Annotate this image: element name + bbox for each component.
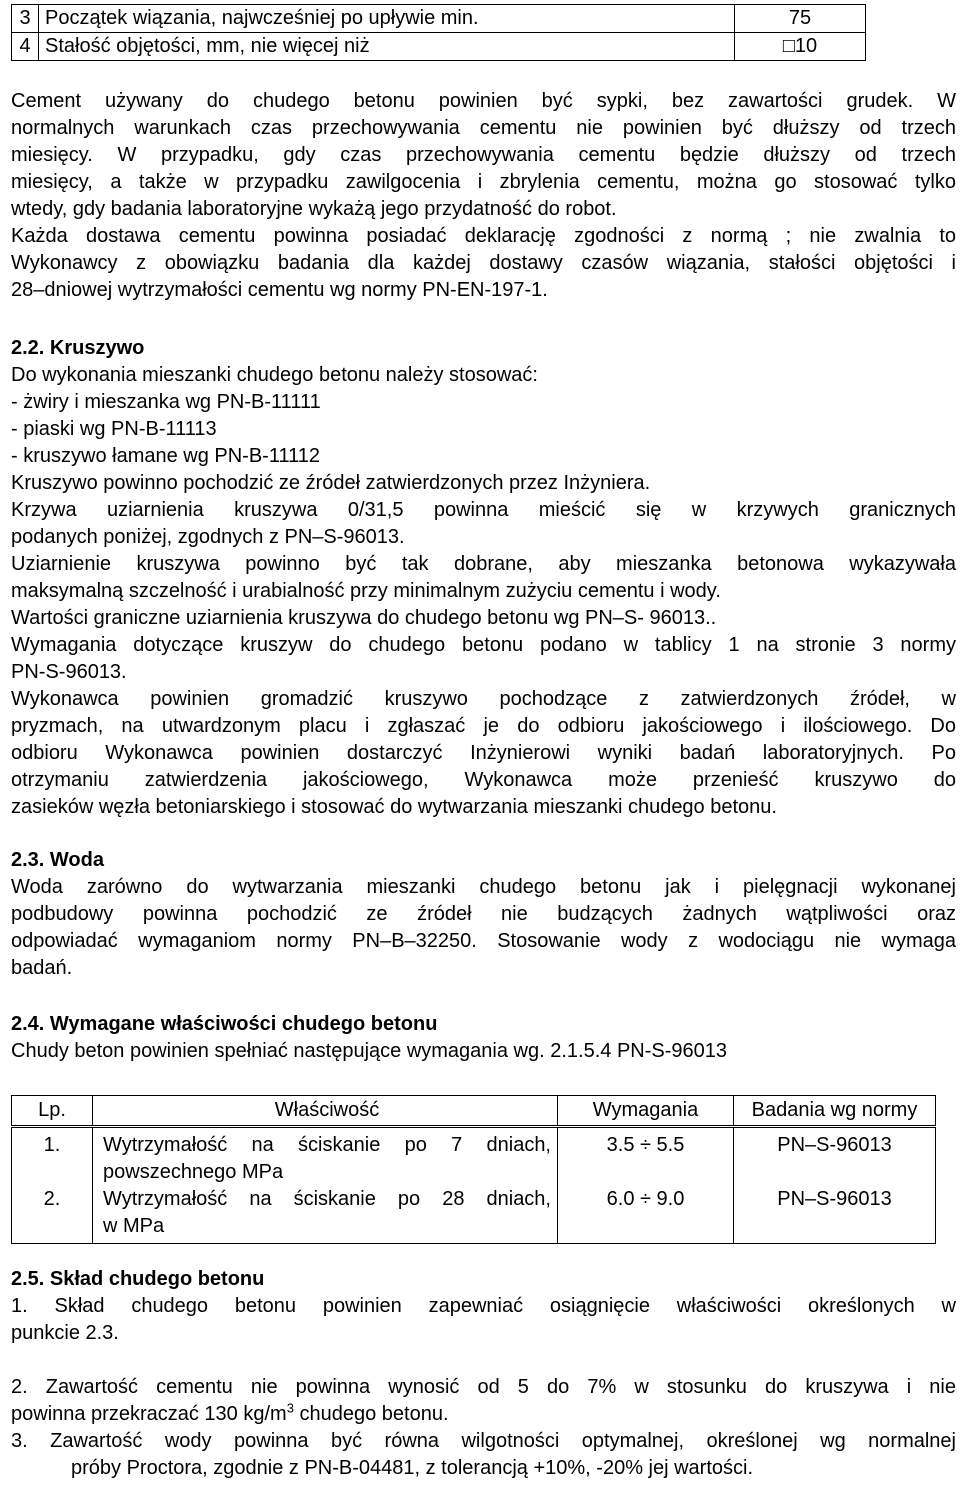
row-property-line: powszechnego MPa: [103, 1161, 284, 1183]
cement-para-line: Każda dostawa cementu powinna posiadać deklarację zgodności z normą ; nie zwalnia to: [11, 225, 956, 247]
table-row: [12, 33, 866, 61]
cement-para-line: 28–dniowej wytrzymałości cementu wg normy PN-EN-197-1.: [11, 279, 548, 301]
section-heading-woda: 2.3. Woda: [11, 849, 104, 871]
cement-para-line: normalnych warunkach czas przechowywania cementu nie powinien być dłuższy od trzech: [11, 117, 956, 139]
kruszywo-line: Uziarnienie kruszywa powinno być tak dobrane, aby mieszanka betonowa wykazywała: [11, 553, 956, 575]
sklad-line: punkcie 2.3.: [11, 1322, 119, 1344]
section-heading-wlasciwosci: 2.4. Wymagane właściwości chudego betonu: [11, 1013, 438, 1035]
col-header: Wymagania: [558, 1096, 734, 1127]
table-row: [12, 1132, 936, 1186]
kruszywo-line: Kruszywo powinno pochodzić ze źródeł zatwierdzonych przez Inżyniera.: [11, 472, 651, 494]
kruszywo-line: pryzmach, na utwardzonym placu i zgłaszać je do odbioru jakościowego i ilościowego. Do: [11, 715, 956, 737]
kruszywo-line: Wymagania dotyczące kruszyw do chudego betonu podano w tablicy 1 na stronie 3 normy: [11, 634, 956, 656]
row-value: □10: [735, 33, 866, 61]
sklad-line: 2. Zawartość cementu nie powinna wynosić od 5 do 7% w stosunku do kruszywa i nie: [11, 1376, 956, 1398]
cement-para-line: wtedy, gdy badania laboratoryjne wykażą jego przydatność do robot.: [11, 198, 617, 220]
sklad-line: [11, 1401, 449, 1428]
kruszywo-line: PN-S-96013.: [11, 661, 127, 683]
row-number: 3: [12, 5, 39, 33]
kruszywo-line: otrzymaniu zatwierdzenia jakościowego, Wykonawca może przenieść kruszywo do: [11, 769, 956, 791]
wlasciwosci-intro: Chudy beton powinien spełniać następujące wymagania wg. 2.1.5.4 PN-S-96013: [11, 1040, 728, 1062]
superscript: 3: [286, 1400, 294, 1416]
row-property-line: Wytrzymałość na ściskanie po 7 dniach,: [103, 1134, 551, 1156]
woda-line: odpowiadać wymaganiom normy PN–B–32250. Stosowanie wody z wodociągu nie wymaga: [11, 930, 956, 952]
row-property: [93, 1132, 558, 1186]
row-norm: PN–S-96013: [734, 1186, 936, 1244]
sklad-text: powinna przekraczać 130 kg/m: [11, 1403, 287, 1425]
col-header: Lp.: [12, 1096, 93, 1127]
row-property-line: w MPa: [103, 1215, 165, 1237]
table-header-row: [12, 1096, 936, 1127]
row-lp: 2.: [12, 1186, 93, 1244]
sklad-line: 1. Skład chudego betonu powinien zapewniać osiągnięcie właściwości określonych w: [11, 1295, 956, 1317]
kruszywo-line: odbioru Wykonawca powinien dostarczyć Inżynierowi wyniki badań laboratoryjnych. Po: [11, 742, 956, 764]
row-property: [93, 1186, 558, 1244]
woda-line: badań.: [11, 957, 73, 979]
row-requirement: 3.5 ÷ 5.5: [558, 1132, 734, 1186]
row-property-line: Wytrzymałość na ściskanie po 28 dniach,: [103, 1188, 551, 1210]
row-label: Stałość objętości, mm, nie więcej niż: [39, 33, 735, 61]
top-table: [11, 4, 866, 61]
kruszywo-line: Wykonawca powinien gromadzić kruszywo pochodzące z zatwierdzonych źródeł, w: [11, 688, 956, 710]
sklad-line: 3. Zawartość wody powinna być równa wilgotności optymalnej, określonej wg normalnej: [11, 1430, 956, 1452]
cement-para-line: miesięcy. W przypadku, gdy czas przechowywania cementu będzie dłuższy od trzech: [11, 144, 956, 166]
row-requirement: 6.0 ÷ 9.0: [558, 1186, 734, 1244]
kruszywo-line: zasieków węzła betoniarskiego i stosować do wytwarzania mieszanki chudego betonu.: [11, 796, 777, 818]
cement-para-line: Cement używany do chudego betonu powinien być sypki, bez zawartości grudek. W: [11, 90, 956, 112]
kruszywo-line: - żwiry i mieszanka wg PN-B-11111: [11, 391, 321, 413]
cement-para-line: miesięcy, a także w przypadku zawilgocenia i zbrylenia cementu, można go stosować tylko: [11, 171, 956, 193]
properties-table: [11, 1095, 936, 1244]
woda-line: Woda zarówno do wytwarzania mieszanki chudego betonu jak i pielęgnacji wykonanej: [11, 876, 956, 898]
section-heading-sklad: 2.5. Skład chudego betonu: [11, 1268, 265, 1290]
kruszywo-line: Krzywa uziarnienia kruszywa 0/31,5 powinna mieścić się w krzywych granicznych: [11, 499, 956, 521]
row-lp: 1.: [12, 1132, 93, 1186]
section-heading-kruszywo: 2.2. Kruszywo: [11, 337, 145, 359]
col-header: Właściwość: [93, 1096, 558, 1127]
row-norm: PN–S-96013: [734, 1132, 936, 1186]
woda-line: podbudowy powinna pochodzić ze źródeł nie budzących żadnych wątpliwości oraz: [11, 903, 956, 925]
cement-para-line: Wykonawcy z obowiązku badania dla każdej dostawy czasów wiązania, stałości objętości i: [11, 252, 956, 274]
row-label: Początek wiązania, najwcześniej po upływie min.: [39, 5, 735, 33]
kruszywo-line: - kruszywo łamane wg PN-B-11112: [11, 445, 321, 467]
kruszywo-line: maksymalną szczelność i urabialność przy minimalnym zużyciu cementu i wody.: [11, 580, 721, 602]
kruszywo-line: Do wykonania mieszanki chudego betonu należy stosować:: [11, 364, 538, 386]
kruszywo-line: - piaski wg PN-B-11113: [11, 418, 217, 440]
table-row: [12, 5, 866, 33]
row-value: 75: [735, 5, 866, 33]
kruszywo-line: Wartości graniczne uziarnienia kruszywa do chudego betonu wg PN–S- 96013..: [11, 607, 717, 629]
col-header: Badania wg normy: [734, 1096, 936, 1127]
table-row: [12, 1186, 936, 1244]
sklad-line: próby Proctora, zgodnie z PN-B-04481, z tolerancją +10%, -20% jej wartości.: [71, 1457, 754, 1479]
sklad-text: chudego betonu.: [293, 1403, 449, 1425]
row-number: 4: [12, 33, 39, 61]
kruszywo-line: podanych poniżej, zgodnych z PN–S-96013.: [11, 526, 405, 548]
